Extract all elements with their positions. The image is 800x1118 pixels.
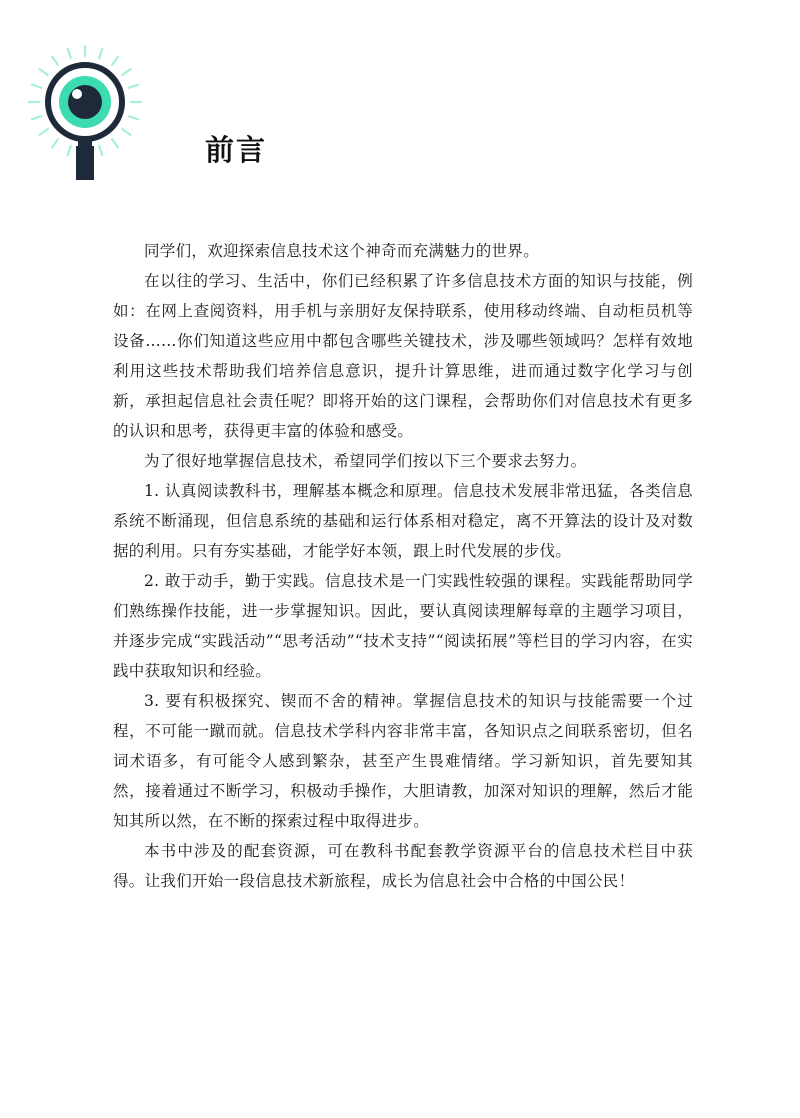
paragraph: 在以往的学习、生活中，你们已经积累了许多信息技术方面的知识与技能，例如：在网上查阅资料，用手机与亲朋好友保持联系，使用移动终端、自动柜员机等设备……你们知道这些应用中都包含哪些关键技术，涉及哪些领域吗？怎样有效地利用这些技术帮助我们培养信息意识，提升计算思维，进而通过数字化学习与创新，承担起信息社会责任呢？即将开始的这门课程，会帮助你们对信息技术有更多的认识和思考，获得更丰富的体验和感受。 [113,272,693,440]
ray-line [99,146,102,156]
magnifier-eye-icon [20,40,150,190]
ray-line [99,49,102,59]
ray-line [32,85,42,88]
page-title: 前言 [205,133,268,167]
ray-line [68,49,71,59]
preface-body [113,236,693,896]
paragraph: 本书中涉及的配套资源，可在教科书配套教学资源平台的信息技术栏目中获得。让我们开始一段信息技术新旅程，成长为信息社会中合格的中国公民！ [113,842,693,890]
ray-line [40,129,48,135]
paragraph: 2. 敢于动手，勤于实践。信息技术是一门实践性较强的课程。实践能帮助同学们熟练操作技能，进一步掌握知识。因此，要认真阅读理解每章的主题学习项目，并逐步完成“实践活动”“思考活动”“技术支持”“阅读拓展”等栏目的学习内容，在实践中获取知识和经验。 [113,572,693,680]
ray-line [40,69,48,75]
paragraph: 1. 认真阅读教科书，理解基本概念和原理。信息技术发展非常迅猛，各类信息系统不断涌现，但信息系统的基础和运行体系相对稳定，离不开算法的设计及对数据的利用。只有夯实基础，才能学好本领，跟上时代发展的步伐。 [113,482,693,560]
paragraph: 为了很好地掌握信息技术，希望同学们按以下三个要求去努力。 [144,452,587,470]
ray-line [112,57,118,65]
ray-line [68,146,71,156]
ray-line [52,139,58,147]
paragraph: 同学们，欢迎探索信息技术这个神奇而充满魅力的世界。 [144,242,540,260]
ray-line [32,116,42,119]
ray-line [52,57,58,65]
ray-line [122,129,130,135]
ray-line [129,85,139,88]
ray-line [129,116,139,119]
ray-line [112,139,118,147]
paragraph: 3. 要有积极探究、锲而不舍的精神。掌握信息技术的知识与技能需要一个过程，不可能一蹴而就。信息技术学科内容非常丰富，各知识点之间联系密切，但名词术语多，有可能令人感到繁杂，甚至产生畏难情绪。学习新知识，首先要知其然，接着通过不断学习，积极动手操作，大胆请教，加深对知识的理解，然后才能知其所以然，在不断的探索过程中取得进步。 [113,692,693,830]
ray-line [122,69,130,75]
